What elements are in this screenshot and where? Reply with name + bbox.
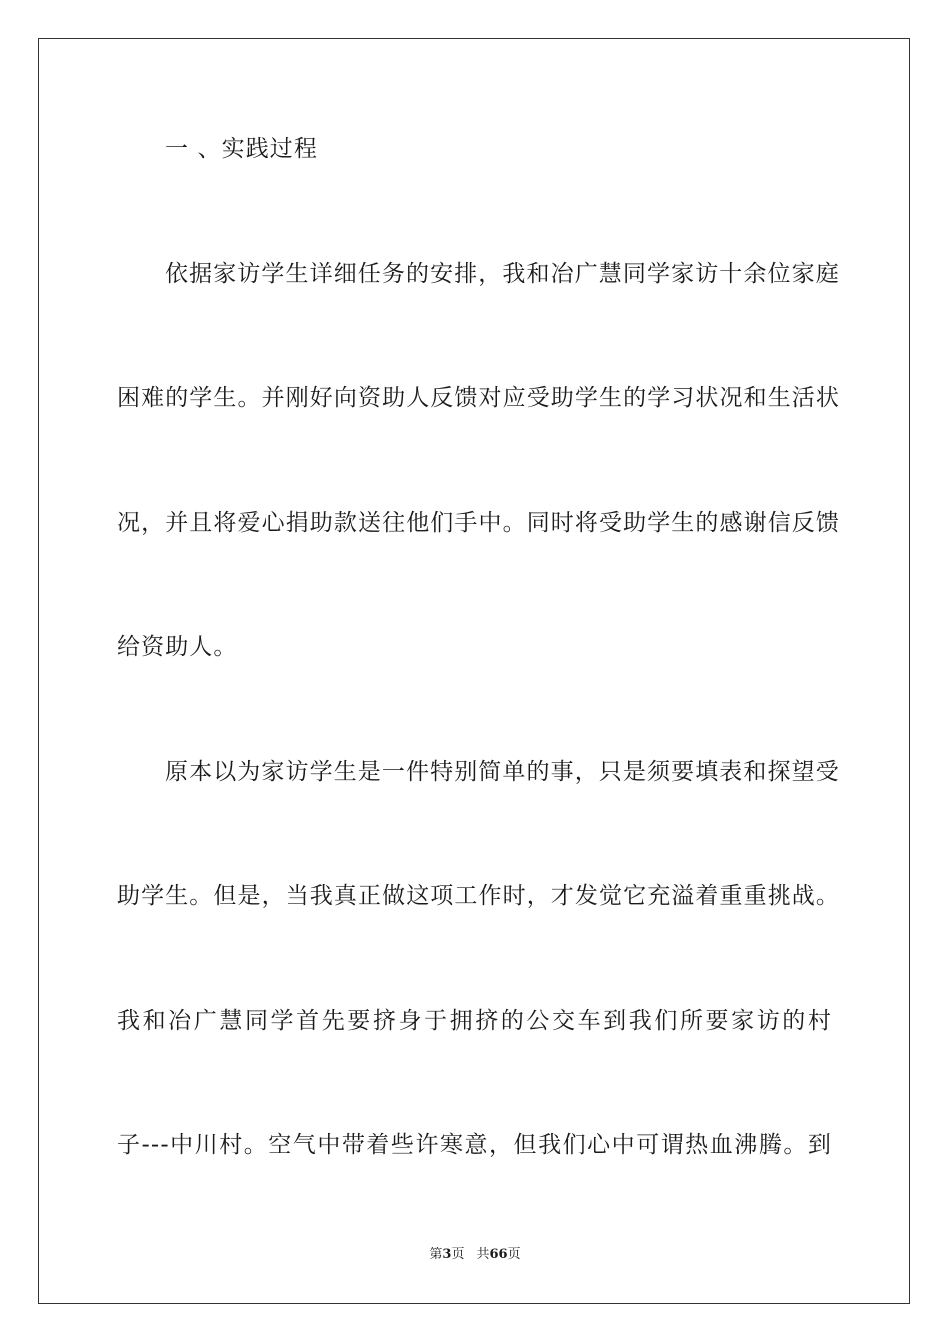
page-number: 3 [442, 1247, 452, 1262]
total-pages: 66 [489, 1247, 508, 1262]
page-footer [0, 1246, 950, 1264]
page-border [38, 38, 910, 1304]
total-prefix: 共 [476, 1247, 490, 1262]
paragraph-1-line-1: 依据家访学生详细任务的安排，我和冶广慧同学家访十余位家庭 [165, 261, 840, 287]
paragraph-1-line-2: 困难的学生。并刚好向资助人反馈对应受助学生的学习状况和生活状 [117, 385, 840, 411]
paragraph-2-line-3: 我和冶广慧同学首先要挤身于拥挤的公交车到我们所要家访的村 [117, 1008, 832, 1034]
paragraph-1-line-4: 给资助人。 [117, 634, 238, 660]
section-heading: 一 、实践过程 [165, 136, 319, 162]
page-suffix: 页 [451, 1247, 465, 1262]
total-suffix: 页 [507, 1247, 521, 1262]
paragraph-1-line-3: 况，并且将爱心捐助款送往他们手中。同时将受助学生的感谢信反馈 [117, 510, 840, 536]
page-prefix: 第 [429, 1247, 443, 1262]
paragraph-2-line-1: 原本以为家访学生是一件特别简单的事，只是须要填表和探望受 [165, 759, 840, 785]
paragraph-2-line-4: 子---中川村。空气中带着些许寒意，但我们心中可谓热血沸腾。到 [117, 1132, 832, 1158]
paragraph-2-line-2: 助学生。但是，当我真正做这项工作时，才发觉它充溢着重重挑战。 [117, 883, 840, 909]
